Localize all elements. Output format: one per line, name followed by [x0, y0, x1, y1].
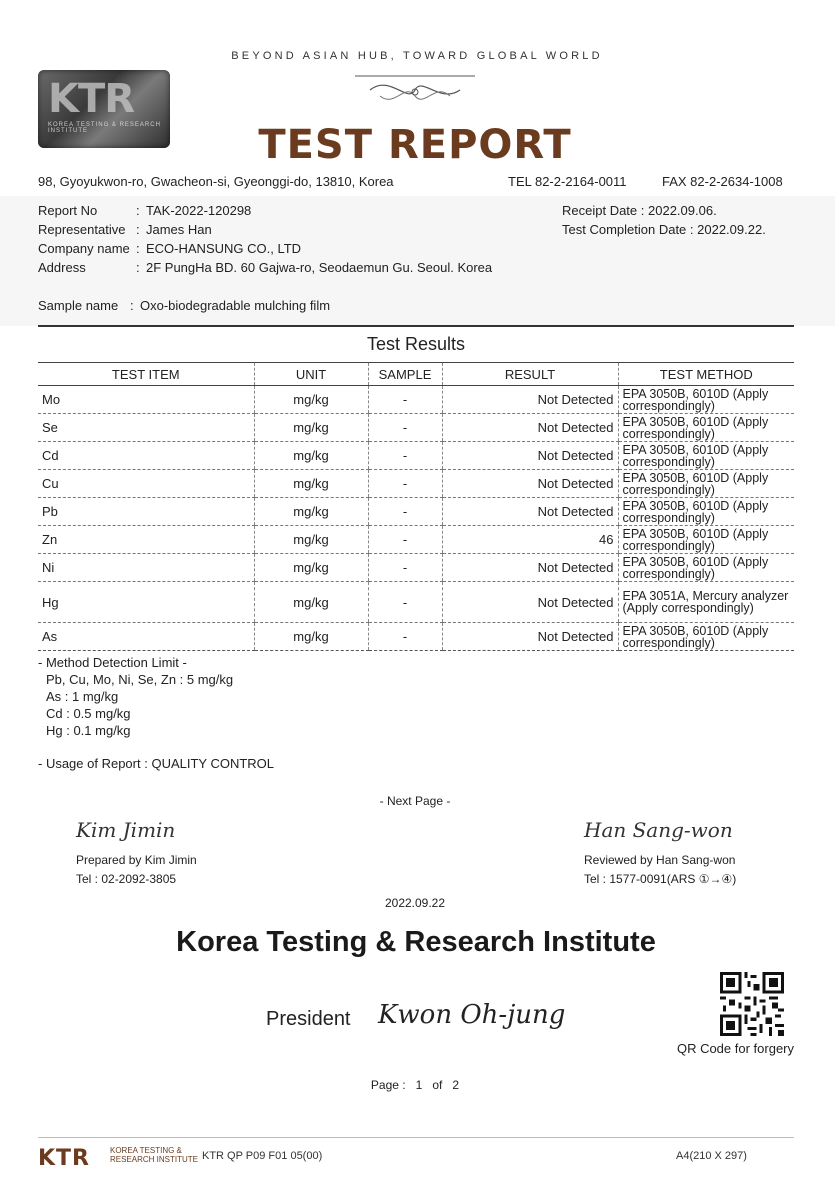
receipt-date-row: Receipt Date : 2022.09.06. [562, 203, 717, 218]
cell-item: As [38, 623, 254, 651]
prepared-by: Prepared by Kim Jimin [76, 853, 197, 867]
cell-result: Not Detected [442, 470, 618, 498]
cell-unit: mg/kg [254, 470, 368, 498]
completion-date-value: 2022.09.22. [697, 222, 766, 237]
cell-result: Not Detected [442, 554, 618, 582]
ktr-logo [38, 70, 170, 148]
header-test-method: TEST METHOD [618, 363, 794, 386]
usage-value: QUALITY CONTROL [151, 756, 275, 771]
mdl-title: - Method Detection Limit - [38, 655, 187, 670]
sample-value: Oxo-biodegradable mulching film [140, 298, 331, 313]
representative-label: Representative [38, 222, 126, 237]
cell-method: EPA 3050B, 6010D (Apply correspondingly) [618, 498, 794, 526]
header-test-item: TEST ITEM [38, 363, 254, 386]
table-row [38, 386, 794, 414]
address-row: Address : 2F PungHa BD. 60 Gajwa-ro, Seodaemun Gu. Seoul. Korea [38, 260, 493, 275]
results-table [38, 362, 794, 651]
page-label: Page : [370, 1078, 406, 1092]
footer-ktr-logo: KTR [38, 1146, 90, 1171]
cell-method: EPA 3050B, 6010D (Apply correspondingly) [618, 526, 794, 554]
cell-unit: mg/kg [254, 623, 368, 651]
mdl-line: As : 1 mg/kg [46, 689, 119, 704]
page-of: of [432, 1078, 443, 1092]
logo-text: KTR [48, 76, 135, 122]
cell-sample: - [368, 526, 442, 554]
reviewed-tel: Tel : 1577-0091(ARS ①→④) [584, 872, 737, 886]
cell-item: Mo [38, 386, 254, 414]
cell-unit: mg/kg [254, 554, 368, 582]
qr-code-label: QR Code for forgery [676, 1041, 794, 1056]
representative-value: James Han [146, 222, 212, 237]
cell-sample: - [368, 442, 442, 470]
ornament-icon [350, 68, 480, 110]
page-indicator [330, 1078, 500, 1092]
qr-code-icon [720, 972, 784, 1036]
usage-label: - Usage of Report : [38, 756, 148, 771]
cell-sample: - [368, 470, 442, 498]
report-no-label: Report No [38, 203, 98, 218]
address-label: Address [38, 260, 86, 275]
table-row [38, 442, 794, 470]
cell-sample: - [368, 414, 442, 442]
cell-unit: mg/kg [254, 582, 368, 623]
cell-unit: mg/kg [254, 442, 368, 470]
cell-result: Not Detected [442, 498, 618, 526]
report-no-row: Report No : TAK-2022-120298 [38, 203, 252, 218]
company-value: ECO-HANSUNG CO., LTD [146, 241, 302, 256]
results-title: Test Results [366, 334, 466, 354]
cell-item: Hg [38, 582, 254, 623]
table-row [38, 498, 794, 526]
mdl-line: Hg : 0.1 mg/kg [46, 723, 131, 738]
completion-date-row: Test Completion Date : 2022.09.22. [562, 222, 766, 237]
cell-sample: - [368, 498, 442, 526]
representative-row: Representative : James Han [38, 222, 212, 237]
report-date: 2022.09.22 [384, 896, 446, 910]
cell-item: Cd [38, 442, 254, 470]
institute-address: 98, Gyoyukwon-ro, Gwacheon-si, Gyeonggi-do, 13810, Korea [38, 174, 394, 189]
reviewed-by-block [584, 851, 736, 889]
cell-method: EPA 3050B, 6010D (Apply correspondingly) [618, 414, 794, 442]
cell-unit: mg/kg [254, 386, 368, 414]
cell-method: EPA 3050B, 6010D (Apply correspondingly) [618, 470, 794, 498]
next-page-note: - Next Page - [379, 794, 451, 808]
cell-unit: mg/kg [254, 498, 368, 526]
header-result: RESULT [442, 363, 618, 386]
cell-sample: - [368, 554, 442, 582]
cell-method: EPA 3050B, 6010D (Apply correspondingly) [618, 386, 794, 414]
cell-result: Not Detected [442, 414, 618, 442]
institute-name: Korea Testing & Research Institute [176, 926, 656, 958]
cell-sample: - [368, 582, 442, 623]
page-total: 2 [452, 1078, 460, 1092]
report-title: TEST REPORT [258, 122, 572, 168]
table-row [38, 414, 794, 442]
table-row [38, 582, 794, 623]
cell-method: EPA 3050B, 6010D (Apply correspondingly) [618, 623, 794, 651]
footer-form-code: KTR QP P09 F01 05(00) [202, 1150, 323, 1162]
cell-item: Zn [38, 526, 254, 554]
cell-result: Not Detected [442, 442, 618, 470]
mdl-line: Cd : 0.5 mg/kg [46, 706, 131, 721]
table-row [38, 526, 794, 554]
sample-label: Sample name [38, 298, 119, 313]
table-row [38, 554, 794, 582]
cell-method: EPA 3050B, 6010D (Apply correspondingly) [618, 554, 794, 582]
header-sample: SAMPLE [368, 363, 442, 386]
cell-unit: mg/kg [254, 414, 368, 442]
han-sang-won-signature: Han Sang-won [584, 818, 733, 842]
table-row [38, 623, 794, 651]
table-row [38, 470, 794, 498]
president-signature: Kwon Oh-jung [378, 1000, 566, 1030]
institute-tel: TEL 82-2-2164-0011 [508, 174, 627, 189]
report-no-value: TAK-2022-120298 [146, 203, 252, 218]
usage-of-report [38, 756, 274, 771]
receipt-date-label: Receipt Date [562, 203, 638, 218]
kim-jimin-signature: Kim Jimin [76, 818, 176, 842]
address-value: 2F PungHa BD. 60 Gajwa-ro, Seodaemun Gu. Seoul. Korea [146, 260, 493, 275]
footer-institute: KOREA TESTING & RESEARCH INSTITUTE [110, 1146, 199, 1164]
cell-item: Ni [38, 554, 254, 582]
president-label: President [266, 1008, 351, 1030]
tagline: BEYOND ASIAN HUB, TOWARD GLOBAL WORLD [231, 50, 603, 62]
sample-row: Sample name : Oxo-biodegradable mulching film [38, 298, 331, 313]
company-label: Company name [38, 241, 130, 256]
cell-item: Cu [38, 470, 254, 498]
cell-unit: mg/kg [254, 526, 368, 554]
footer-divider [38, 1137, 794, 1138]
cell-sample: - [368, 623, 442, 651]
mdl-line: Pb, Cu, Mo, Ni, Se, Zn : 5 mg/kg [46, 672, 234, 687]
reviewed-by: Reviewed by Han Sang-won [584, 853, 736, 867]
cell-method: EPA 3050B, 6010D (Apply correspondingly) [618, 442, 794, 470]
receipt-date-value: 2022.09.06. [648, 203, 717, 218]
prepared-by-block [76, 851, 197, 889]
method-detection-limit [38, 654, 233, 739]
footer-paper-size: A4(210 X 297) [676, 1150, 747, 1162]
section-divider [38, 325, 794, 327]
cell-result: Not Detected [442, 623, 618, 651]
header-unit: UNIT [254, 363, 368, 386]
cell-sample: - [368, 386, 442, 414]
completion-date-label: Test Completion Date [562, 222, 687, 237]
cell-method: EPA 3051A, Mercury analyzer (Apply correspondingly) [618, 582, 794, 623]
cell-result: Not Detected [442, 582, 618, 623]
prepared-tel: Tel : 02-2092-3805 [76, 872, 177, 886]
page-current: 1 [415, 1078, 423, 1092]
table-header-row [38, 363, 794, 386]
cell-item: Pb [38, 498, 254, 526]
cell-result: 46 [442, 526, 618, 554]
institute-fax: FAX 82-2-2634-1008 [662, 174, 783, 189]
company-row: Company name : ECO-HANSUNG CO., LTD [38, 241, 302, 256]
cell-item: Se [38, 414, 254, 442]
logo-subtext: KOREA TESTING & RESEARCH INSTITUTE [48, 122, 161, 134]
cell-result: Not Detected [442, 386, 618, 414]
